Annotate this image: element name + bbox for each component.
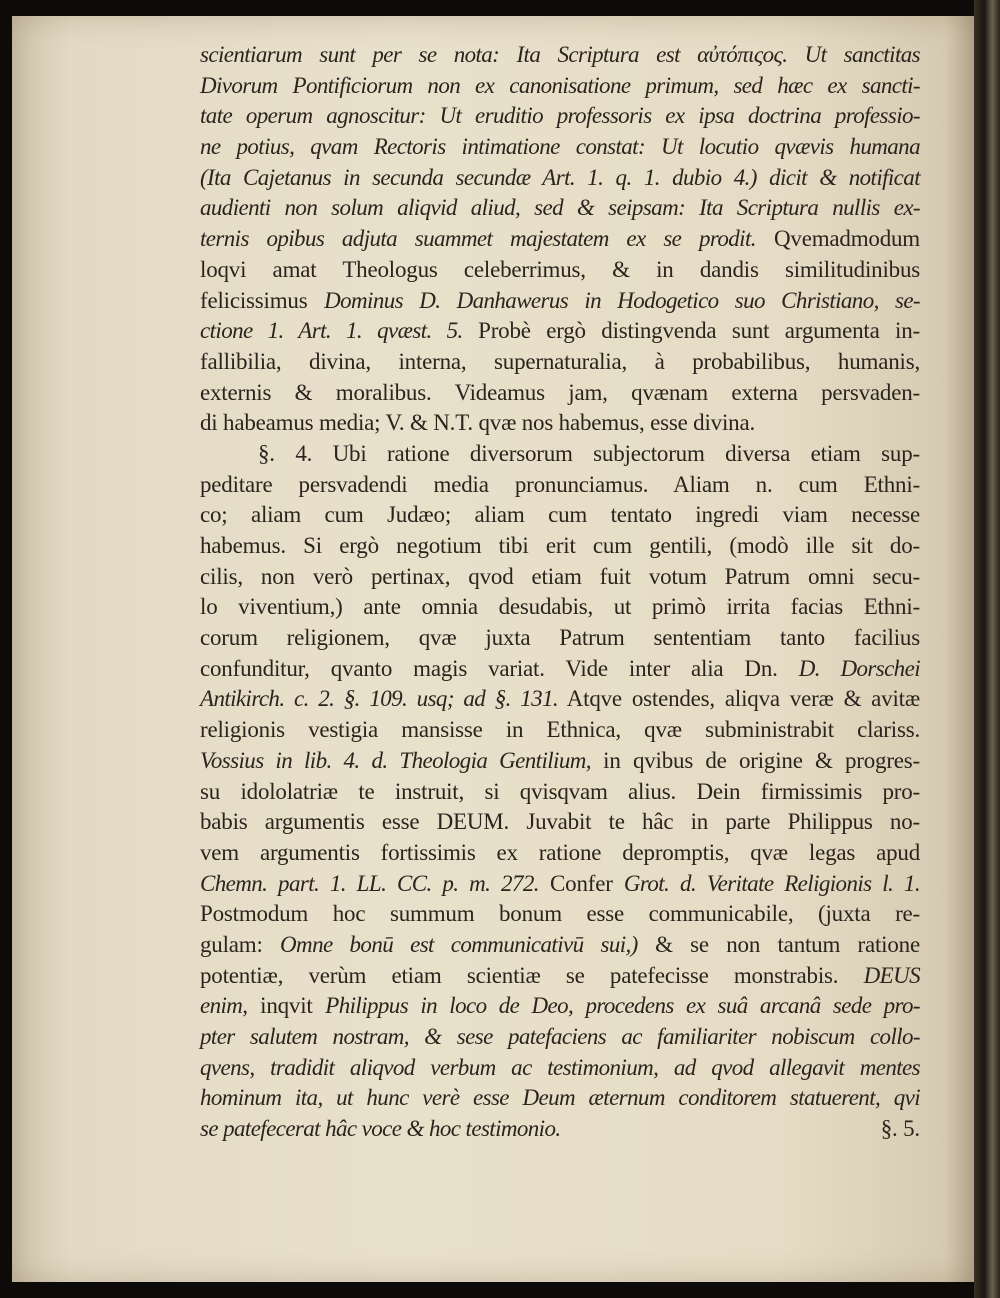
text-line <box>200 71 920 102</box>
italic-text-segment: Chemn. part. 1. LL. CC. p. m. 272. <box>200 870 539 896</box>
text-line <box>200 132 920 163</box>
text-segment: & se non tantum ratione <box>637 931 920 957</box>
text-segment: felicissimus <box>200 287 325 313</box>
text-segment: co; aliam cum Judæo; aliam cum tentato ingredi viam necesse <box>200 502 920 528</box>
text-line <box>200 1083 920 1114</box>
text-line <box>200 500 920 531</box>
text-segment: su idololatriæ te instruit, si qvisqvam alius. Dein firmissimis pro- <box>200 778 920 804</box>
text-segment: potentiæ, verùm etiam scientiæ se patefecisse monstrabis. <box>200 962 864 988</box>
italic-text-segment: Vossius in lib. 4. d. Theologia Gentilium, <box>200 747 591 773</box>
italic-text-segment: Omne bonū est communicativū sui,) <box>280 931 638 957</box>
text-line <box>200 562 920 593</box>
italic-text-segment: qvens, tradidit aliqvod verbum ac testimonium, ad qvod allegavit mentes <box>200 1054 920 1080</box>
text-segment: fallibilia, divina, interna, supernaturalia, à probabilibus, humanis, <box>200 348 920 374</box>
text-line <box>200 991 920 1022</box>
text-line <box>200 101 920 132</box>
italic-text-segment: ne potius, qvam Rectoris intimatione constat: Ut locutio qvævis humana <box>200 134 920 160</box>
text-line <box>200 163 920 194</box>
italic-text-segment: enim, <box>200 993 248 1019</box>
text-line <box>200 1053 920 1084</box>
text-segment: Qvemadmodum <box>755 226 920 252</box>
text-segment: di habeamus media; V. & N.T. qvæ nos habemus, esse divina. <box>200 410 756 436</box>
italic-text-segment: Antikirch. c. 2. §. 109. usq; ad §. 131. <box>200 686 559 712</box>
text-line <box>200 961 920 992</box>
text-line <box>200 777 920 808</box>
text-line <box>200 869 920 900</box>
text-line <box>200 193 920 224</box>
page-body-text <box>200 40 920 1145</box>
text-segment: Probè ergò distingvenda sunt argumenta in- <box>462 318 920 344</box>
text-line <box>200 592 920 623</box>
text-line <box>200 286 920 317</box>
text-line <box>200 623 920 654</box>
text-line <box>200 654 920 685</box>
text-segment: vem argumentis fortissimis ex ratione depromptis, qvæ legas apud <box>200 839 920 865</box>
text-line <box>200 378 920 409</box>
text-segment: habemus. Si ergò negotium tibi erit cum gentili, (modò ille sit do- <box>200 533 920 558</box>
text-segment: peditare persvadendi media pronunciamus. Aliam n. cum Ethni- <box>200 471 920 497</box>
italic-text-segment: hominum ita, ut hunc verè esse Deum æternum conditorem statuerent, qvi <box>200 1085 920 1111</box>
text-line <box>200 807 920 838</box>
text-segment: confunditur, qvanto magis variat. Vide inter alia Dn. <box>200 655 799 681</box>
text-line <box>200 715 920 746</box>
text-segment: lo viventium,) ante omnia desudabis, ut primò irrita facias Ethni- <box>200 594 920 620</box>
italic-text-segment: Grot. d. Veritate Religionis l. 1. <box>623 870 920 896</box>
italic-text-segment: D. Dorschei <box>798 655 920 681</box>
text-segment: Atqve ostendes, aliqva veræ & avitæ <box>558 686 920 712</box>
italic-text-segment: Dominus D. Danhawerus in Hodogetico suo Christiano, se- <box>324 287 920 313</box>
text-line <box>200 408 920 439</box>
text-segment: gulam: <box>200 931 281 957</box>
italic-text-segment: tate operum agnoscitur: Ut eruditio professoris ex ipsa doctrina professio- <box>200 103 920 129</box>
text-line <box>200 838 920 869</box>
text-line <box>200 224 920 255</box>
text-segment: inqvit <box>247 993 326 1019</box>
text-segment: in qvibus de origine & progres- <box>590 747 921 773</box>
text-line <box>200 40 920 71</box>
text-segment: Confer <box>538 870 624 896</box>
text-line <box>200 470 920 501</box>
italic-text-segment: scientiarum sunt per se nota: Ita Scriptura est αὐτόπιςος. Ut sanctitas <box>200 42 920 67</box>
text-segment: religionis vestigia mansisse in Ethnica, qvæ subministrabit clariss. <box>200 717 920 743</box>
italic-text-segment: se patefecerat hâc voce & hoc testimonio. <box>200 1116 561 1142</box>
text-line <box>200 347 920 378</box>
text-segment: Postmodum hoc summum bonum esse communicabile, (juxta re- <box>200 901 920 927</box>
text-segment: babis argumentis esse DEUM. Juvabit te hâc in parte Philippus no- <box>200 809 920 835</box>
text-line <box>200 684 920 715</box>
text-line <box>200 899 920 930</box>
italic-text-segment: DEUS <box>863 962 920 988</box>
text-line <box>200 1022 920 1053</box>
page-edge <box>974 0 1000 1298</box>
italic-text-segment: audienti non solum aliqvid aliud, sed & seipsam: Ita Scriptura nullis ex- <box>200 195 920 221</box>
text-line <box>200 255 920 286</box>
italic-text-segment: pter salutem nostram, & sese patefaciens ac familiariter nobiscum collo- <box>200 1024 920 1049</box>
text-line <box>200 439 920 470</box>
text-segment: §. 4. Ubi ratione diversorum subjectorum diversa etiam sup- <box>258 440 920 466</box>
text-segment: loqvi amat Theologus celeberrimus, & in dandis similitudinibus <box>200 256 920 282</box>
text-line <box>200 531 920 562</box>
text-segment: externis & moralibus. Videamus jam, qvænam externa persvaden- <box>200 379 920 405</box>
italic-text-segment: ternis opibus adjuta suammet majestatem ex se prodit. <box>200 226 756 252</box>
italic-text-segment: (Ita Cajetanus in secunda secundæ Art. 1. q. 1. dubio 4.) dicit & notificat <box>200 164 920 190</box>
text-line <box>200 930 920 961</box>
italic-text-segment: Divorum Pontificiorum non ex canonisatione primum, sed hæc ex sancti- <box>200 72 920 98</box>
text-segment: corum religionem, qvæ juxta Patrum sententiam tanto facilius <box>200 625 920 651</box>
text-line <box>200 746 920 777</box>
text-line <box>200 1114 920 1145</box>
italic-text-segment: ctione 1. Art. 1. qvæst. 5. <box>200 318 463 344</box>
italic-text-segment: Philippus in loco de Deo, procedens ex suâ arcanâ sede pro- <box>325 993 920 1019</box>
text-line <box>200 316 920 347</box>
catchword: §. 5. <box>880 1116 920 1142</box>
text-segment: cilis, non verò pertinax, qvod etiam fuit votum Patrum omni secu- <box>200 563 920 589</box>
